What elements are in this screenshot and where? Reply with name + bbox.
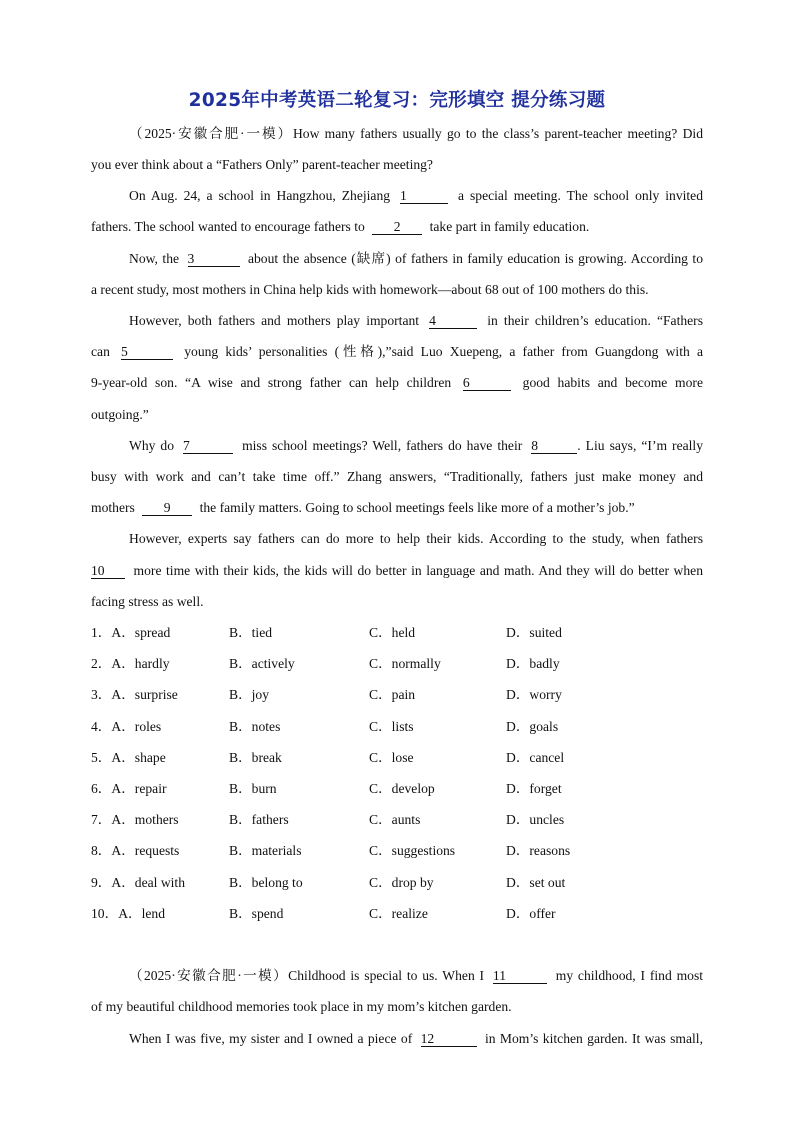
blank-3[interactable]: 3: [188, 251, 240, 267]
option-b[interactable]: B．belong to: [229, 875, 303, 890]
option-b[interactable]: B．burn: [229, 781, 277, 796]
option-c[interactable]: C．pain: [369, 687, 416, 702]
option-b[interactable]: B．spend: [229, 906, 284, 921]
text: fathers. The school wanted to encourage fathers to: [91, 219, 365, 234]
text: （2025·安徽合肥·一模）How many fathers usually go to the class’s parent-teacher meeting? Did: [129, 126, 703, 141]
passage1-line: [129, 437, 703, 455]
blank-11[interactable]: 11: [493, 968, 547, 984]
blank-8[interactable]: 8: [531, 438, 577, 454]
option-d[interactable]: D．offer: [506, 906, 556, 921]
text: . Liu says, “I’m really: [577, 438, 703, 453]
blank-6[interactable]: 6: [463, 375, 511, 391]
option-c[interactable]: C．lose: [369, 750, 414, 765]
passage1-line: [91, 406, 703, 424]
text: Why do: [129, 438, 175, 453]
text: you ever think about a “Fathers Only” parent-teacher meeting?: [91, 157, 433, 172]
passage1-line: [129, 187, 703, 205]
blank-1[interactable]: 1: [400, 188, 448, 204]
passage1-line: [91, 562, 703, 580]
option-a-text[interactable]: A．surprise: [111, 687, 178, 702]
option-a[interactable]: [91, 624, 170, 642]
option-a[interactable]: [91, 655, 170, 673]
option-c[interactable]: C．normally: [369, 656, 441, 671]
text: When I was five, my sister and I owned a piece of: [129, 1031, 413, 1046]
option-a-text[interactable]: A．deal with: [111, 875, 186, 890]
passage1-line: [129, 530, 703, 548]
text: take part in family education.: [429, 219, 590, 234]
option-d[interactable]: D．uncles: [506, 812, 565, 827]
question-number: 4．: [91, 719, 112, 734]
option-d[interactable]: D．set out: [506, 875, 566, 890]
text: outgoing.”: [91, 407, 149, 422]
passage1-line: [129, 125, 703, 143]
option-a[interactable]: [91, 749, 166, 767]
passage1-line: [91, 468, 703, 486]
question-number: 10．: [91, 906, 119, 921]
option-a-text[interactable]: A．requests: [111, 843, 180, 858]
text: good habits and become more: [522, 375, 703, 390]
passage1-line: [91, 218, 703, 236]
text: the family matters. Going to school meetings feels like more of a mother’s job.”: [199, 500, 635, 515]
option-a-text[interactable]: A．hardly: [111, 656, 170, 671]
option-b[interactable]: B．materials: [229, 843, 302, 858]
question-number: 7．: [91, 812, 112, 827]
passage1-line: [91, 281, 703, 299]
text: 9-year-old son. “A wise and strong father can help children: [91, 375, 452, 390]
option-d[interactable]: D．forget: [506, 781, 562, 796]
text: miss school meetings? Well, fathers do have their: [242, 438, 523, 453]
option-c[interactable]: C．develop: [369, 781, 435, 796]
blank-7[interactable]: 7: [183, 438, 233, 454]
option-c[interactable]: C．held: [369, 625, 416, 640]
option-c[interactable]: C．realize: [369, 906, 428, 921]
option-a-text[interactable]: A．repair: [111, 781, 167, 796]
text: （2025·安徽合肥·一模）Childhood is special to us. When I: [129, 968, 485, 983]
option-a-text[interactable]: A．roles: [111, 719, 162, 734]
text: of my beautiful childhood memories took place in my mom’s kitchen garden.: [91, 999, 512, 1014]
option-d[interactable]: D．worry: [506, 687, 562, 702]
question-number: 9．: [91, 875, 112, 890]
option-a-text[interactable]: A．lend: [118, 906, 166, 921]
passage1-line: [91, 374, 703, 392]
text: about the absence (缺席) of fathers in family education is growing. According to: [247, 251, 703, 266]
passage1-line: [91, 593, 703, 611]
option-b[interactable]: B．fathers: [229, 812, 289, 827]
question-number: 6．: [91, 781, 112, 796]
option-b[interactable]: B．break: [229, 750, 282, 765]
text: a special meeting. The school only invited: [458, 188, 704, 203]
passage1-line: [129, 312, 703, 330]
option-a[interactable]: [91, 874, 185, 892]
question-number: 1．: [91, 625, 112, 640]
text: mothers: [91, 500, 135, 515]
option-b[interactable]: B．notes: [229, 719, 281, 734]
text: in Mom’s kitchen garden. It was small,: [484, 1031, 703, 1046]
text: in their children’s education. “Fathers: [487, 313, 703, 328]
option-b[interactable]: B．joy: [229, 687, 270, 702]
question-number: 5．: [91, 750, 112, 765]
option-a[interactable]: [91, 718, 161, 736]
text: facing stress as well.: [91, 594, 204, 609]
blank-4[interactable]: 4: [429, 313, 477, 329]
option-a[interactable]: [91, 686, 178, 704]
blank-5[interactable]: 5: [121, 344, 173, 360]
passage1-line: [91, 499, 703, 517]
option-a[interactable]: [91, 780, 167, 798]
option-b[interactable]: B．tied: [229, 625, 273, 640]
text: can: [91, 344, 110, 359]
text: busy with work and can’t take time off.” Zhang answers, “Traditionally, fathers just make money and: [91, 469, 703, 484]
blank-12[interactable]: 12: [421, 1031, 477, 1047]
passage1-line: [91, 156, 703, 174]
text: Now, the: [129, 251, 180, 266]
text: young kids’ personalities (性格),”said Luo Xuepeng, a father from Guangdong with a: [184, 344, 703, 359]
option-c[interactable]: C．aunts: [369, 812, 421, 827]
option-d[interactable]: D．reasons: [506, 843, 571, 858]
option-c[interactable]: C．suggestions: [369, 843, 456, 858]
blank-10[interactable]: 10: [91, 563, 125, 579]
passage2-line: [129, 967, 703, 985]
question-number: 8．: [91, 843, 112, 858]
passage2-line: [129, 1030, 703, 1048]
text: more time with their kids, the kids will do better in language and math. And they will do better when: [133, 563, 703, 578]
text: a recent study, most mothers in China help kids with homework—about 68 out of 100 mothers do this.: [91, 282, 649, 297]
page-title: 2025年中考英语二轮复习：完形填空 提分练习题: [188, 90, 606, 111]
option-d[interactable]: D．suited: [506, 625, 562, 640]
text: However, experts say fathers can do more to help their kids. According to the study, when fathers: [129, 531, 703, 546]
option-c[interactable]: C．drop by: [369, 875, 434, 890]
text: my childhood, I find most: [555, 968, 704, 983]
option-a-text[interactable]: A．mothers: [111, 812, 179, 827]
option-d[interactable]: D．cancel: [506, 750, 565, 765]
question-number: 3．: [91, 687, 112, 702]
blank-9[interactable]: 9: [142, 500, 192, 516]
option-a[interactable]: [91, 905, 165, 923]
option-a-text[interactable]: A．shape: [111, 750, 166, 765]
passage1-line: [129, 250, 703, 268]
option-b[interactable]: B．actively: [229, 656, 295, 671]
passage1-line: [91, 343, 703, 361]
blank-2[interactable]: 2: [372, 219, 422, 235]
text: On Aug. 24, a school in Hangzhou, Zhejiang: [129, 188, 391, 203]
text: However, both fathers and mothers play important: [129, 313, 420, 328]
option-d[interactable]: D．goals: [506, 719, 559, 734]
option-a[interactable]: [91, 811, 179, 829]
passage2-line: [91, 998, 703, 1016]
option-c[interactable]: C．lists: [369, 719, 414, 734]
option-a-text[interactable]: A．spread: [111, 625, 171, 640]
option-d[interactable]: D．badly: [506, 656, 560, 671]
question-number: 2．: [91, 656, 112, 671]
option-a[interactable]: [91, 842, 179, 860]
